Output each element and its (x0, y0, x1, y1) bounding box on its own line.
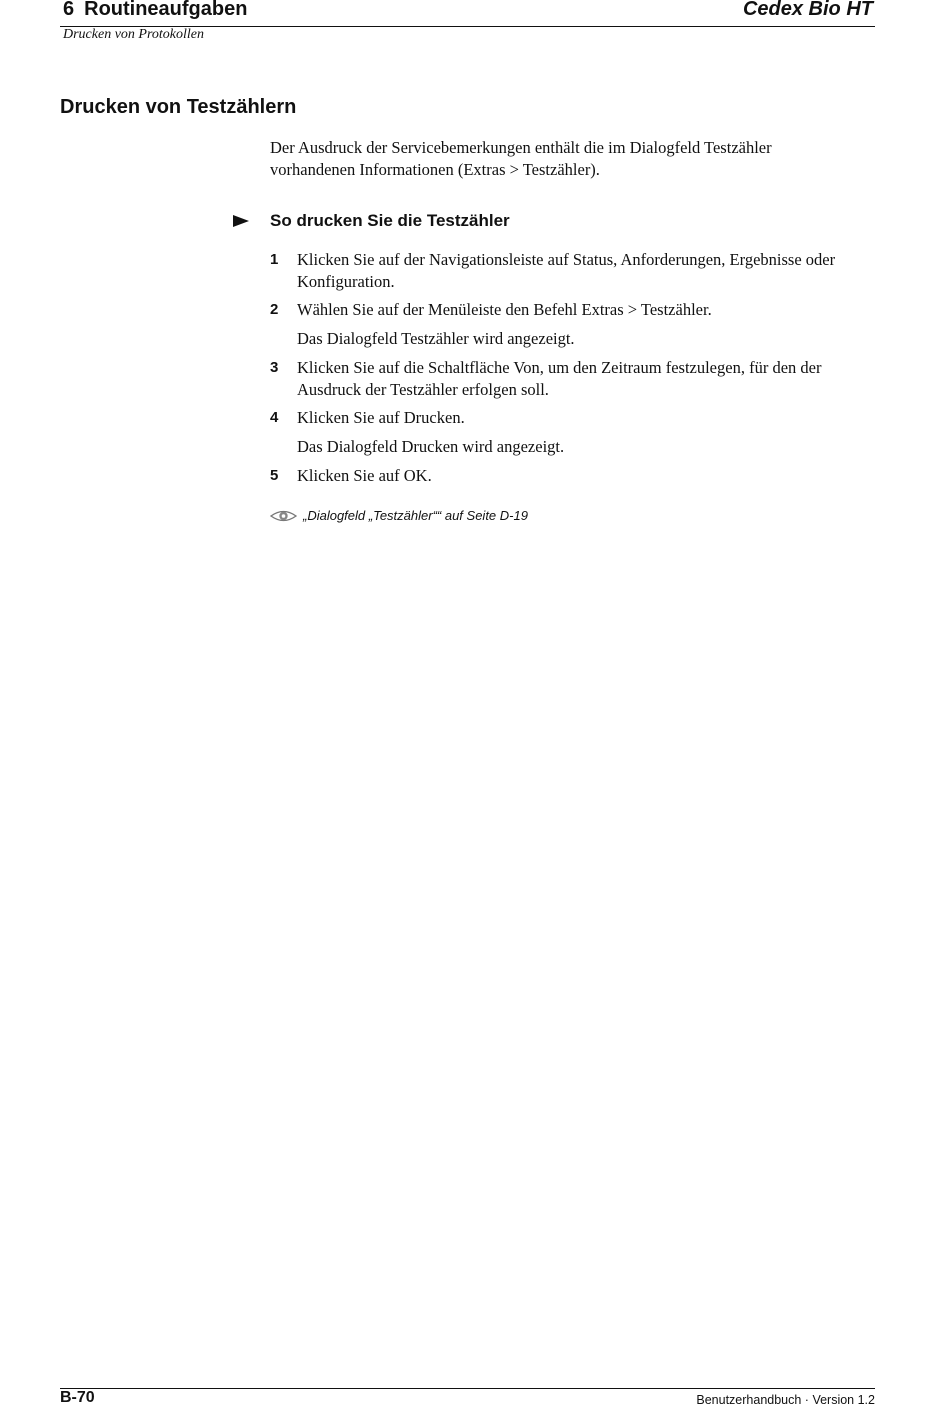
step-text: Klicken Sie auf Drucken. (297, 408, 465, 427)
manual-version: Benutzerhandbuch · Version 1.2 (696, 1393, 875, 1407)
step-number: 4 (270, 409, 279, 426)
step-text: Klicken Sie auf der Navigationsleiste auf Status, Anforderungen, Ergebnisse oder Konfiguration. (297, 250, 836, 291)
step-1 (270, 249, 870, 293)
step-4-result: Das Dialogfeld Drucken wird angezeigt. (297, 437, 565, 456)
chapter-name: Routineaufgaben (84, 0, 248, 20)
procedure-arrow-icon (233, 215, 249, 227)
section-subtitle: Drucken von Protokollen (63, 27, 204, 42)
step-4 (270, 407, 870, 429)
cross-reference-link[interactable]: „Dialogfeld „Testzähler““ auf Seite D-19 (303, 508, 528, 523)
step-number: 3 (270, 359, 279, 376)
step-number: 5 (270, 467, 279, 484)
step-text: Klicken Sie auf die Schaltfläche Von, um den Zeitraum festzulegen, für den der Ausdruck der Testzähler erfolgen soll. (297, 358, 822, 399)
step-2 (270, 299, 870, 321)
step-5 (270, 465, 870, 487)
section-heading: Drucken von Testzählern (60, 96, 297, 118)
step-2-result: Das Dialogfeld Testzähler wird angezeigt. (297, 329, 575, 348)
chapter-title (63, 0, 247, 21)
step-text: Klicken Sie auf OK. (297, 466, 432, 485)
intro-paragraph: Der Ausdruck der Servicebemerkungen enthält die im Dialogfeld Testzähler vorhandenen Informationen (Extras > Testzähler). (270, 138, 772, 179)
product-name: Cedex Bio HT (742, 0, 873, 20)
page-number: B-70 (60, 1389, 95, 1406)
page-header (60, 0, 875, 27)
chapter-number: 6 (63, 0, 75, 20)
step-number: 2 (270, 301, 279, 318)
procedure-title: So drucken Sie die Testzähler (270, 211, 510, 230)
step-text: Wählen Sie auf der Menüleiste den Befehl Extras > Testzähler. (297, 300, 712, 319)
footer-divider (60, 1388, 875, 1389)
step-3 (270, 357, 870, 401)
step-number: 1 (270, 251, 279, 268)
eye-icon (270, 508, 297, 524)
